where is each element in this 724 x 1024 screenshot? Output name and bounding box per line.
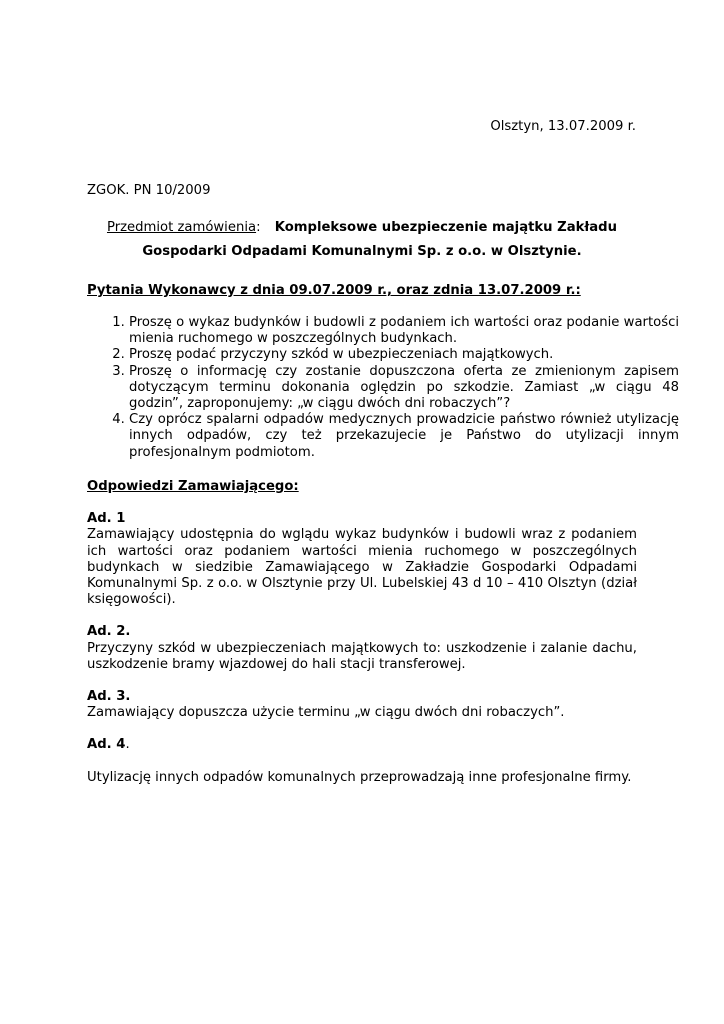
reference-number: ZGOK. PN 10/2009 [87,183,211,198]
subject-label: Przedmiot zamówienia [106,220,257,235]
ad4-title: Ad. 4 [87,737,126,753]
ad1-text: Zamawiający udostępnia do wglądu wykaz budynków i budowli wraz z podaniem ich wartości oraz podaniem wartości mienia ruchomego w poszczególnych budynkach w siedzibie Zamawiającego w Zakładzie Gospodarki Odpadami Komunalnymi Sp. z o.o. w Olsztynie przy Ul. Lubelskiej 43 d 10 – 410 Olsztyn (dział księgowości). [87,527,637,608]
question-item: 1. Proszę o wykaz budynków i budowli z podaniem ich wartości oraz podanie wartości mienia ruchomego w poszczególnych budynkach. [129,315,679,347]
questions-list [87,315,679,461]
question-item: 4. Czy oprócz spalarni odpadów medycznych prowadzicie państwo również utylizację innych odpadów, czy też przekazujecie je Państwo do utylizacji innym profesjonalnym podmiotom. [129,412,679,461]
subject-text-line2: Gospodarki Odpadami Komunalnymi Sp. z o.o. w Olsztynie. [142,244,582,259]
subject-text-line1: Kompleksowe ubezpieczenie majątku Zakładu [274,220,618,235]
subject-block [87,216,637,264]
question-item: 2. Proszę podać przyczyny szkód w ubezpieczeniach majątkowych. [129,347,679,363]
ad3-title: Ad. 3. [87,689,131,705]
question-item: 3. Proszę o informację czy zostanie dopuszczona oferta ze zmienionym zapisem dotyczącym terminu dokonania oględzin po szkodzie. Zamiast „w ciągu 48 godzin”, zaproponujemy: „w ciągu dwóch dni robaczych”? [129,364,679,413]
answers-heading: Odpowiedzi Zamawiającego: [87,479,299,494]
answers-section [87,479,637,786]
ad4-suffix: . [125,737,130,753]
questions-heading: Pytania Wykonawcy z dnia 09.07.2009 r., oraz zdnia 13.07.2009 r.: [87,283,581,298]
ad2-text: Przyczyny szkód w ubezpieczeniach majątkowych to: uszkodzenie i zalanie dachu, uszkodzenie bramy wjazdowej do hali stacji transferowej. [87,640,637,672]
ad4-text: Utylizację innych odpadów komunalnych przeprowadzają inne profesjonalne firmy. [87,769,632,785]
ad4-title-line [87,737,637,753]
subject-colon: : [256,220,261,235]
ad1-title: Ad. 1 [87,511,126,527]
ad3-text: Zamawiający dopuszcza użycie terminu „w ciągu dwóch dni robaczych”. [87,705,565,721]
ad2-title: Ad. 2. [87,624,131,640]
date-line: Olsztyn, 13.07.2009 r. [490,119,636,134]
